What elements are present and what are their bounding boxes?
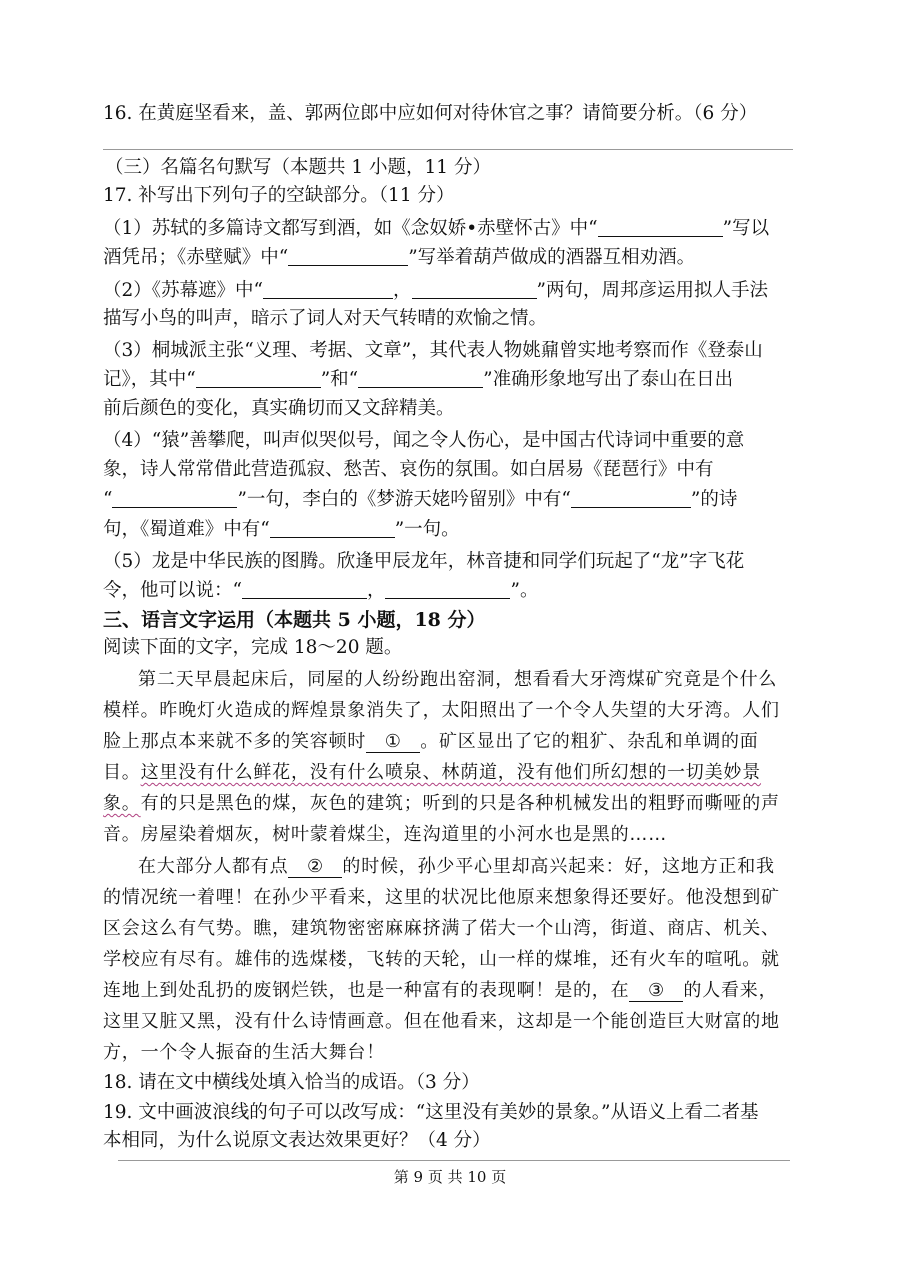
page-footer: 第 9 页 共 10 页 bbox=[393, 1168, 507, 1186]
section-heading-yuyan: 三、语言文字运用（本题共 5 小题，18 分） bbox=[103, 609, 486, 631]
divider-top bbox=[103, 149, 793, 150]
passage-p2-l7: 方，一个令人振奋的生活大舞台！ bbox=[103, 1042, 385, 1063]
question-17: 17. 补写出下列句子的空缺部分。（11 分） bbox=[103, 185, 455, 206]
blank-1: ① bbox=[366, 732, 420, 753]
q17-3-line3: 前后颜色的变化，真实确切而又文辞精美。 bbox=[103, 398, 455, 419]
q17-1-line1: （1）苏轼的多篇诗文都写到酒，如《念奴娇•赤壁怀古》中“ ”写以 bbox=[103, 218, 770, 239]
q17-4-line2: 象，诗人常常借此营造孤寂、愁苦、哀伤的氛围。如白居易《琵琶行》中有 bbox=[103, 459, 714, 480]
passage-p1-l1: 第二天早晨起床后，同屋的人纷纷跑出窑洞，想看看大牙湾煤矿究竟是个什么 bbox=[138, 669, 778, 690]
q17-5-line1: （5）龙是中华民族的图腾。欣逢甲辰龙年，林音捷和同学们玩起了“龙”字飞花 bbox=[103, 551, 745, 572]
q17-1-line2: 酒凭吊；《赤壁赋》中“ ”写举着葫芦做成的酒器互相劝酒。 bbox=[103, 247, 696, 268]
question-19-line1: 19. 文中画波浪线的句子可以改写成：“这里没有美妙的景象。”从语义上看二者基 bbox=[103, 1102, 759, 1123]
question-16: 16. 在黄庭坚看来，盖、郭两位郎中应如何对待休官之事？请简要分析。（6 分） bbox=[103, 103, 758, 124]
passage-p2-l5: 连地上到处乱扔的废钢烂铁，也是一种富有的表现啊！是的，在 ③ 的人看来， bbox=[103, 980, 778, 1001]
passage-p2-l6: 这里又脏又黑，没有什么诗情画意。但在他看来，这却是一个能创造巨大财富的地 bbox=[103, 1011, 780, 1032]
q17-4-line1: （4）“猿”善攀爬，叫声似哭似号，闻之令人伤心，是中国古代诗词中重要的意 bbox=[103, 430, 745, 451]
passage-p1-l2: 模样。昨晚灯火造成的辉煌景象消失了，太阳照出了一个令人失望的大牙湾。人们 bbox=[103, 700, 780, 721]
passage-p1-l6: 音。房屋染着烟灰，树叶蒙着煤尘，连沟道里的小河水也是黑的…… bbox=[103, 824, 667, 845]
section-heading-mingpian: （三）名篇名句默写（本题共 1 小题，11 分） bbox=[105, 157, 491, 178]
blank-3: ③ bbox=[629, 981, 683, 1002]
question-19-line2: 本相同，为什么说原文表达效果更好？（4 分） bbox=[103, 1130, 491, 1151]
passage-p2-l1: 在大部分人都有点 ② 的时候，孙少平心里却高兴起来：好，这地方正和我 bbox=[138, 856, 775, 877]
footer-divider bbox=[118, 1160, 790, 1161]
q17-4-line4: 句，《蜀道难》中有“ ”一句。 bbox=[103, 519, 460, 540]
passage-p2-l2: 的情况统一着哩！在孙少平看来，这里的状况比他原来想象得还要好。他没想到矿 bbox=[103, 887, 780, 908]
wavy-sentence-part2: 象。 bbox=[103, 793, 141, 814]
wavy-sentence-part1: 这里没有什么鲜花，没有什么喷泉、林荫道，没有他们所幻想的一切美妙景 bbox=[140, 762, 762, 783]
blank-2: ② bbox=[288, 857, 342, 878]
q17-2-line2: 描写小鸟的叫声，暗示了词人对天气转晴的欢愉之情。 bbox=[103, 308, 548, 329]
q17-3-line1: （3）桐城派主张“义理、考据、文章”，其代表人物姚鼐曾实地考察而作《登泰山 bbox=[103, 340, 763, 361]
reading-instruction: 阅读下面的文字，完成 18～20 题。 bbox=[103, 637, 403, 658]
passage-p1-l5: 象。有的只是黑色的煤，灰色的建筑；听到的只是各种机械发出的粗野而嘶哑的声 bbox=[103, 793, 780, 814]
passage-p2-l4: 学校应有尽有。雄伟的选煤楼，飞转的天轮，山一样的煤堆，还有火车的喧吼。就 bbox=[103, 949, 780, 970]
q17-4-line3: “ ”一句，李白的《梦游天姥吟留别》中有“ ”的诗 bbox=[103, 489, 738, 510]
passage-p2-l3: 区会这么有气势。瞧，建筑物密密麻麻挤满了偌大一个山湾，街道、商店、机关、 bbox=[103, 918, 780, 939]
q17-5-line2: 令，他可以说：“ ， ”。 bbox=[103, 580, 539, 601]
passage-p1-l3: 脸上那点本来就不多的笑容顿时 ① 。矿区显出了它的粗犷、杂乱和单调的面 bbox=[103, 731, 759, 752]
passage-p1-l4: 目。这里没有什么鲜花，没有什么喷泉、林荫道，没有他们所幻想的一切美妙景 bbox=[103, 762, 762, 783]
q17-2-line1: （2）《苏幕遮》中“ ， ”两句，周邦彦运用拟人手法 bbox=[103, 280, 768, 301]
question-18: 18. 请在文中横线处填入恰当的成语。（3 分） bbox=[103, 1072, 480, 1093]
q17-3-line2: 记》，其中“ ”和“ ”准确形象地写出了泰山在日出 bbox=[103, 369, 734, 390]
